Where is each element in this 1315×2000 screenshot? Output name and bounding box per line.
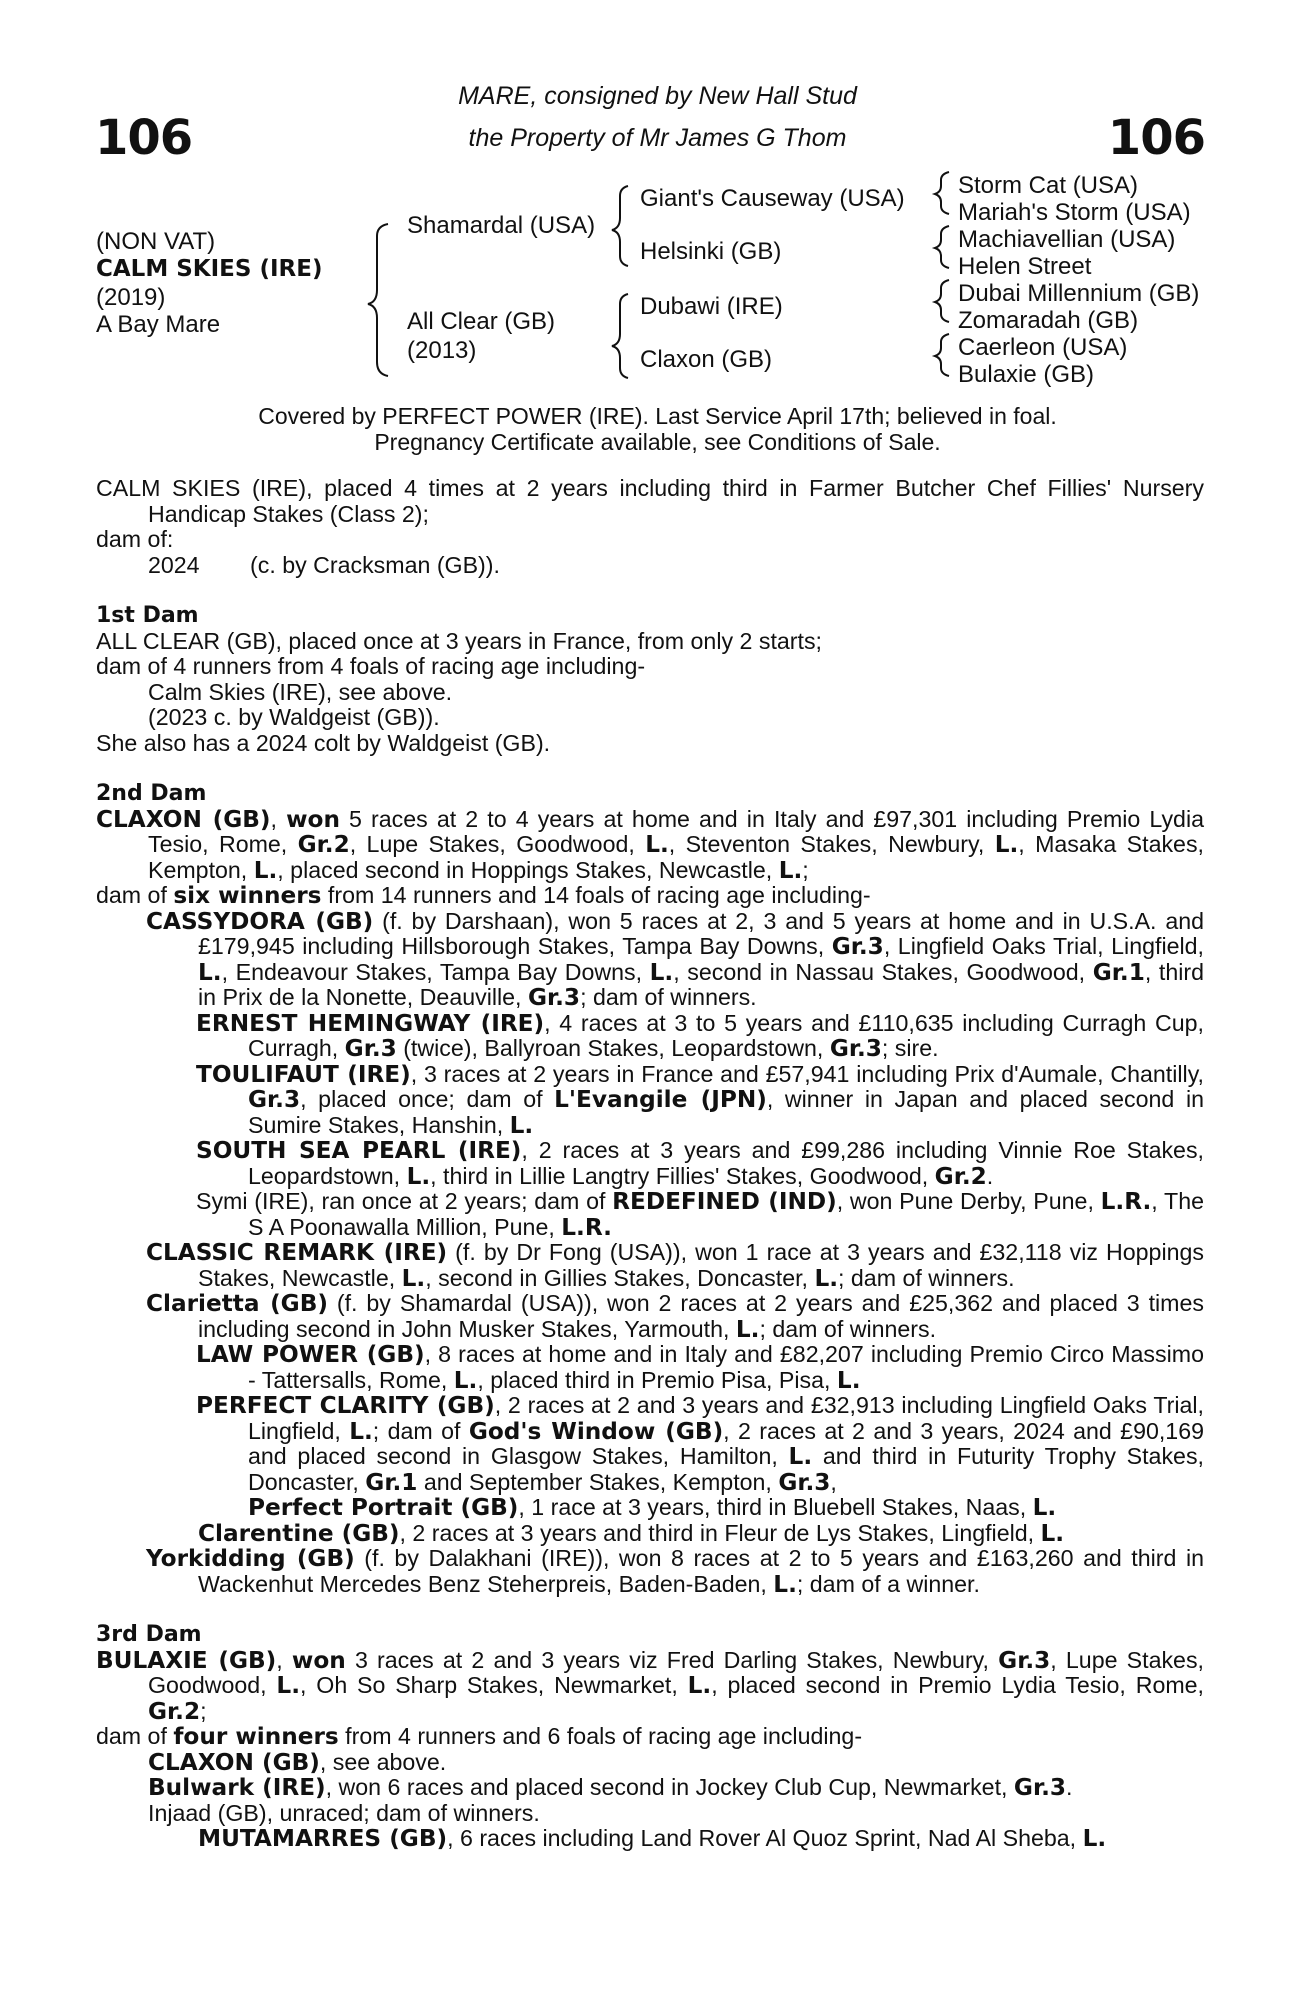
first-dam-line1: ALL CLEAR (GB), placed once at 3 years in France, from only 2 starts; [96,627,822,654]
dam-year: (2013) [407,337,477,364]
perfect-clarity-entry: PERFECT CLARITY (GB), 2 races at 2 and 3 years and £32,913 including Lingfield Oaks Trial, Lingfield, L.; dam of God's Window (GB), 2 races at 2 and 3 years, 2024 and £90,169 and placed second in Glasgow Stakes, Hamilton, L. and third in Futurity Trophy Stakes, Doncaster, Gr.1 and September Stakes, Kempton, Gr.3, [196,1392,1204,1496]
intro-text: CALM SKIES (IRE), placed 4 times at 2 years including third in Farmer Butcher Chef Fillies' Nursery Handicap Stakes (Class 2); [96,475,1204,527]
pregnancy-line: Pregnancy Certificate available, see Conditions of Sale. [374,429,941,455]
first-dam-line2: dam of 4 runners from 4 foals of racing age including- [96,653,646,679]
symi-entry: Symi (IRE), ran once at 2 years; dam of REDEFINED (IND), won Pune Derby, Pune, L.R., The S A Poonawalla Million, Pune, L.R. [196,1188,1204,1241]
sire: Shamardal (USA) [407,212,596,239]
first-dam-line4: (2023 c. by Waldgeist (GB)). [148,704,440,730]
dam-dam-dam: Bulaxie (GB) [958,361,1095,388]
third-dam-title: 3rd Dam [96,1622,202,1647]
mutamarres-entry: MUTAMARRES (GB), 6 races including Land Rover Al Quoz Sprint, Nad Al Sheba, L. [198,1825,1107,1852]
claxon-ref-entry: CLAXON (GB), see above. [148,1748,447,1776]
property-line: the Property of Mr James G Thom [468,124,847,152]
horse-name: CALM SKIES (IRE) [96,256,323,282]
perfect-portrait-entry: Perfect Portrait (GB), 1 race at 3 years, third in Bluebell Stakes, Naas, L. [248,1494,1057,1521]
dam-sire: Dubawi (IRE) [640,293,783,320]
yorkidding-entry: Yorkidding (GB) (f. by Dalakhani (IRE)), won 8 races at 2 to 5 years and £163,260 and third in Wackenhut Mercedes Benz Steherpreis, Baden-Baden, L.; dam of a winner. [146,1545,1204,1598]
sire-sire-sire: Storm Cat (USA) [958,172,1139,199]
sire-sire: Giant's Causeway (USA) [640,185,905,212]
first-dam-line5: She also has a 2024 colt by Waldgeist (GB). [96,729,551,756]
sire-sire-dam: Mariah's Storm (USA) [958,199,1191,226]
claxon-entry: CLAXON (GB), won 5 races at 2 to 4 years at home and in Italy and £97,301 including Premio Lydia Tesio, Rome, Gr.2, Lupe Stakes, Goodwood, L., Steventon Stakes, Newbury, L., Masaka Stakes, Kempton, L., placed second in Hoppings Stakes, Newcastle, L.; [96,805,1205,884]
lot-number-right: 106 [1107,110,1205,166]
horse-description: A Bay Mare [96,311,221,338]
dam-sire-dam: Zomaradah (GB) [958,307,1139,334]
third-dam-dam-of: dam of four winners from 4 runners and 6 foals of racing age including- [96,1723,863,1750]
cassydora-entry: CASSYDORA (GB) (f. by Darshaan), won 5 races at 2, 3 and 5 years at home and in U.S.A. and £179,945 including Hillsborough Stakes, Tampa Bay Downs, Gr.3, Lingfield Oaks Trial, Lingfield, L., Endeavour Stakes, Tampa Bay Downs, L., second in Nassau Stakes, Goodwood, Gr.1, third in Prix de la Nonette, Deauville, Gr.3; dam of winners. [146,907,1205,1011]
injaad-entry: Injaad (GB), unraced; dam of winners. [148,1799,540,1826]
classic-remark-entry: CLASSIC REMARK (IRE) (f. by Dr Fong (USA)), won 1 race at 3 years and £32,118 viz Hoppings Stakes, Newcastle, L., second in Gillies Stakes, Doncaster, L.; dam of winners. [146,1239,1204,1292]
second-dam-title: 2nd Dam [96,781,207,806]
ernest-entry: ERNEST HEMINGWAY (IRE), 4 races at 3 to 5 years and £110,635 including Curragh Cup, Curragh, Gr.3 (twice), Ballyroan Stakes, Leopardstown, Gr.3; sire. [196,1009,1204,1062]
clarentine-entry: Clarentine (GB), 2 races at 3 years and third in Fleur de Lys Stakes, Lingfield, L. [198,1519,1065,1547]
bulwark-entry: Bulwark (IRE), won 6 races and placed second in Jockey Club Cup, Newmarket, Gr.3. [148,1774,1073,1801]
intro-dam-of: dam of: [96,526,174,552]
bulaxie-entry: BULAXIE (GB), won 3 races at 2 and 3 years viz Fred Darling Stakes, Newbury, Gr.3, Lupe Stakes, Goodwood, L., Oh So Sharp Stakes, Newmarket, L., placed second in Premio Lydia Tesio, Rome, Gr.2; [96,1646,1204,1725]
lot-number-left: 106 [95,110,193,166]
horse-year: (2019) [96,284,166,311]
second-dam-dam-of: dam of six winners from 14 runners and 14 foals of racing age including- [96,882,871,909]
dam-dam-sire: Caerleon (USA) [958,334,1128,361]
vat-status: (NON VAT) [96,228,216,255]
sire-dam-dam: Helen Street [958,253,1092,280]
sire-dam: Helsinki (GB) [640,238,782,265]
first-dam-line3: Calm Skies (IRE), see above. [148,678,453,705]
consignor-line: MARE, consigned by New Hall Stud [458,82,857,110]
catalogue-body [96,476,1204,1852]
dam: All Clear (GB) [407,308,556,335]
law-power-entry: LAW POWER (GB), 8 races at home and in Italy and £82,207 including Premio Circo Massimo - Tattersalls, Rome, L., placed third in Premio Pisa, Pisa, L. [196,1341,1204,1394]
toulifaut-entry: TOULIFAUT (IRE), 3 races at 2 years in France and £57,941 including Prix d'Aumale, Chantilly, Gr.3, placed once; dam of L'Evangile (JPN), winner in Japan and placed second in Sumire Stakes, Hanshin, L. [196,1060,1205,1139]
covered-line: Covered by PERFECT POWER (IRE). Last Service April 17th; believed in foal. [258,403,1057,429]
sire-dam-sire: Machiavellian (USA) [958,226,1176,253]
southsea-entry: SOUTH SEA PEARL (IRE), 2 races at 3 years and £99,286 including Vinnie Roe Stakes, Leopardstown, L., third in Lillie Langtry Fillies' Stakes, Goodwood, Gr.2. [196,1137,1204,1190]
dam-sire-sire: Dubai Millennium (GB) [958,280,1200,307]
dam-dam: Claxon (GB) [640,346,773,373]
clarietta-entry: Clarietta (GB) (f. by Shamardal (USA)), won 2 races at 2 years and £25,362 and placed 3 times including second in John Musker Stakes, Yarmouth, L.; dam of winners. [146,1290,1204,1343]
first-dam-title: 1st Dam [96,603,199,628]
intro-foal: 2024 (c. by Cracksman (GB)). [148,551,500,578]
